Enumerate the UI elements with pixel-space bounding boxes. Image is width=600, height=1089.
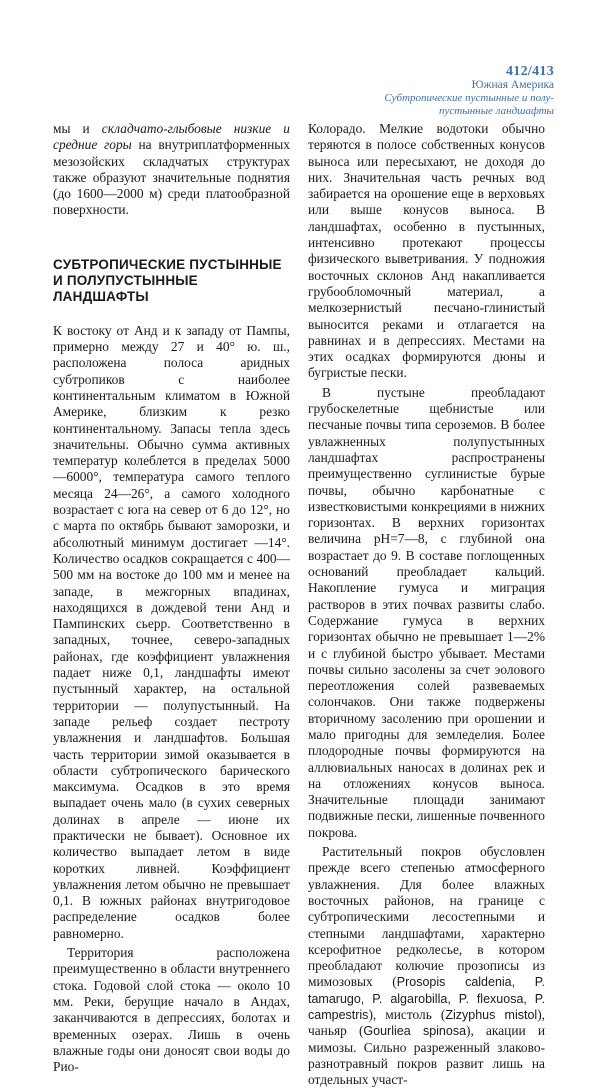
runoff-paragraph: Колорадо. Мелкие водотоки обычно теряются в полосе собственных конусов выноса или пересыхают, не доходя до них. Значительная часть речных вод забирается на орошение еще в верховьях или выше конусов выноса. В ландшафтах, особенно в пустынных, интенсивно протекают процессы физического выветривания. У подножия восточных склонов Анд накапливается грубообломочный материал, а мелкозернистый песчано-глинистый выносится реками и отлагается на равнинах и в депрессиях. Местами на этих осадках формируются дюны и бугристые пески. [308, 121, 545, 381]
section-heading: СУБТРОПИЧЕСКИЕ ПУСТЫННЫЕ И ПОЛУПУСТЫННЫЕ ЛАНДШАФТЫ [53, 256, 282, 304]
chapter-title [344, 92, 554, 118]
right-column [308, 121, 545, 1089]
vegetation-text-2: ), мистоль ( [368, 1007, 446, 1023]
running-header [344, 64, 554, 118]
intro-text-cont: на внутриплатформенных мезозойских складчатых структурах также образуют значительные поднятия (до 1600—2000 м) среди платообразной поверхности. [53, 137, 290, 218]
intro-paragraph [53, 121, 290, 219]
vegetation-text-4: ), акации и мимозы. Сильно разреженный злаково-разнотравный покров развит лишь на отдельных участ- [308, 1023, 545, 1088]
latin-names-prosopis: Prosopis caldenia, P. tamarugo, P. algarobilla, P. flexuosa, P. campestris [308, 975, 545, 1023]
latin-name-gourliea: Gourliea spinosa [363, 1024, 467, 1039]
vegetation-text-3: ), чаньяр ( [308, 1007, 545, 1039]
soils-paragraph: В пустыне преобладают грубоскелетные щебнистые или песчаные почвы типа сероземов. В более увлажненных полупустынных ландшафтах распространены преимущественно суглинистые бурые почвы, обычно карбонатные с известковистыми конкрециями в нижних горизонтах. В верхних горизонтах величина pH=7—8, с глубиной она возрастает до 9. В составе поглощенных оснований преобладает кальций. Накопление гумуса и миграция растворов в этих почвах развиты слабо. Содержание гумуса в верхних горизонтах обычно не превышает 1—2% и с глубиной быстро убывает. Местами почвы сильно засолены за счет эолового переотложения солей развеваемых солончаков. Они также подвержены вторичному засолению при орошении и мало пригодны для земледелия. Более плодородные почвы формируются на аллювиальных наносах в долинах рек и на отложениях конусов выноса. Значительные площади занимают подвижные пески, лишенные почвенного покрова. [308, 384, 545, 840]
intro-emphasis: складчато-глыбовые низкие и средние горы [53, 121, 290, 153]
climate-paragraph: К востоку от Анд и к западу от Пампы, примерно между 27 и 40° ю. ш., расположена полоса аридных субтропиков с наиболее континентальным климатом в Южной Америке, близким к резко континентальному. Запасы тепла здесь значительны. Обычно сумма активных температур колеблется в пределах 5000—6000°, температура самого теплого месяца 24—26°, а самого холодного возрастает с юга на север от 6 до 12°, но с марта по октябрь бывают заморозки, и абсолютный минимум достигает —14°. Количество осадков сокращается с 400—500 мм на востоке до 100 мм и менее на западе, в межгорных впадинах, находящихся в дождевой тени Анд и Пампинских сьерр. Соответственно в западных, точнее, северо-западных районах, где коэффициент увлажнения падает ниже 0,1, ландшафты имеют пустынный характер, на остальной территории — полупустынный. На западе рельеф создает пестроту увлажнения и ландшафтов. Большая часть территории зимой оказывается в области субтропического барического максимума. Осадков в это время выпадает очень мало (в сухих северных долинах в апреле — июне их практически не бывает). Основное их количество выпадает летом в виде коротких ливней. Коэффициент увлажнения летом обычно не превышает 0,1. В южных районах внутригодовое распределение осадков более равномерно. [53, 322, 290, 941]
vegetation-paragraph [308, 844, 545, 1088]
section-name: Южная Америка [471, 79, 554, 91]
latin-name-zizyphus: Zizyphus mistol [445, 1008, 538, 1023]
page-number: 412/413 [506, 64, 554, 79]
left-column [53, 121, 290, 1075]
intro-text: мы и [53, 121, 102, 136]
chapter-title-line1: Субтропические пустынные и полу- [384, 92, 554, 104]
hydrology-paragraph: Территория расположена преимущественно в области внутреннего стока. Годовой слой стока — около 10 мм. Реки, берущие начало в Андах, заканчиваются в депрессиях, болотах и временных озерах. Лишь в очень влажные годы они доносят свои воды до Рио- [53, 945, 290, 1075]
vegetation-text: Растительный покров обусловлен прежде всего степенью атмосферного увлажнения. Для более влажных восточных районов, на границе с субтропическими лесостепными и степными ландшафтами, характерно ксерофитное редколесье, в котором преобладают колючие прозописы из мимозовых ( [308, 844, 545, 990]
chapter-title-line2: пустынные ландшафты [439, 105, 554, 117]
